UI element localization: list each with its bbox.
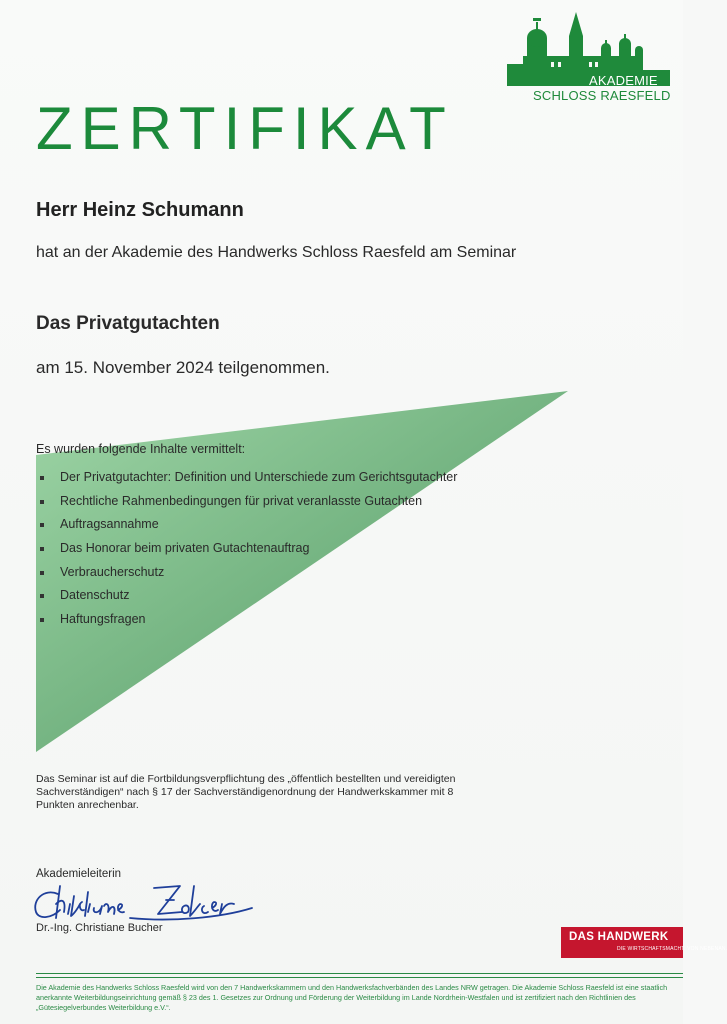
handwritten-signature [30, 878, 260, 928]
list-item [40, 612, 457, 636]
badge-subtitle: DIE WIRTSCHAFTSMACHT. VON NEBENAN. [617, 946, 727, 952]
list-item [40, 588, 457, 612]
bullet-icon [40, 523, 44, 527]
das-handwerk-badge [561, 927, 727, 958]
badge-title: DAS HANDWERK [569, 931, 669, 943]
list-item-text: Haftungsfragen [60, 612, 146, 627]
bullet-icon [40, 500, 44, 504]
accreditation-note: Das Seminar ist auf die Fortbildungsverpflichtung des „öffentlich bestellten und vereidigten Sachverständigen“ nach § 17 der Sachverständigenordnung der Handwerkskammer mit 8 Punkten anrechenbar. [36, 773, 456, 811]
seminar-title: Das Privatgutachten [36, 313, 220, 334]
signature-label: Akademieleiterin [36, 868, 122, 880]
bullet-icon [40, 618, 44, 622]
list-item [40, 494, 457, 518]
participation-date: am 15. November 2024 teilgenommen. [36, 358, 330, 377]
contents-heading: Es wurden folgende Inhalte vermittelt: [36, 442, 246, 456]
bullet-icon [40, 476, 44, 480]
list-item-text: Der Privatgutachter: Definition und Unterschiede zum Gerichtsgutachter [60, 470, 458, 484]
footer-divider [36, 973, 683, 974]
akademie-logo [505, 10, 670, 102]
list-item-text: Auftragsannahme [60, 517, 159, 532]
logo-text-akademie: AKADEMIE [589, 73, 658, 88]
footer-divider [36, 977, 683, 978]
list-item-text: Das Honorar beim privaten Gutachtenauftrag [60, 541, 310, 556]
list-item [40, 517, 457, 541]
logo-text-schloss-raesfeld: SCHLOSS RAESFELD [533, 88, 671, 103]
list-item [40, 565, 457, 589]
list-item-text: Datenschutz [60, 588, 130, 603]
list-item [40, 541, 457, 565]
signatory-name: Dr.-Ing. Christiane Bucher [36, 922, 163, 934]
intro-text: hat an der Akademie des Handwerks Schloss Raesfeld am Seminar [36, 244, 517, 261]
bullet-icon [40, 571, 44, 575]
bullet-icon [40, 594, 44, 598]
contents-list [40, 470, 457, 636]
list-item-text: Verbraucherschutz [60, 564, 165, 579]
list-item [40, 470, 457, 494]
recipient-name: Herr Heinz Schumann [36, 199, 244, 221]
certificate-title: ZERTIFIKAT [36, 95, 454, 162]
footer-text: Die Akademie des Handwerks Schloss Raesfeld wird von den 7 Handwerkskammern und den Handwerksfachverbänden des Landes NRW getragen. Die Akademie Schloss Raesfeld ist eine staatlich anerkannte Weiterbildungseinrichtung gemäß § 23 des 1. Gesetzes zur Ordnung und Förderung der Weiterbildung im Lande Nordrhein-Westfalen und ist zertifiziert nach den Richtlinien des „Gütesiegelverbundes Weiterbildung e.V.“. [36, 983, 668, 1012]
list-item-text: Rechtliche Rahmenbedingungen für privat veranlasste Gutachten [60, 493, 423, 508]
bullet-icon [40, 547, 44, 551]
